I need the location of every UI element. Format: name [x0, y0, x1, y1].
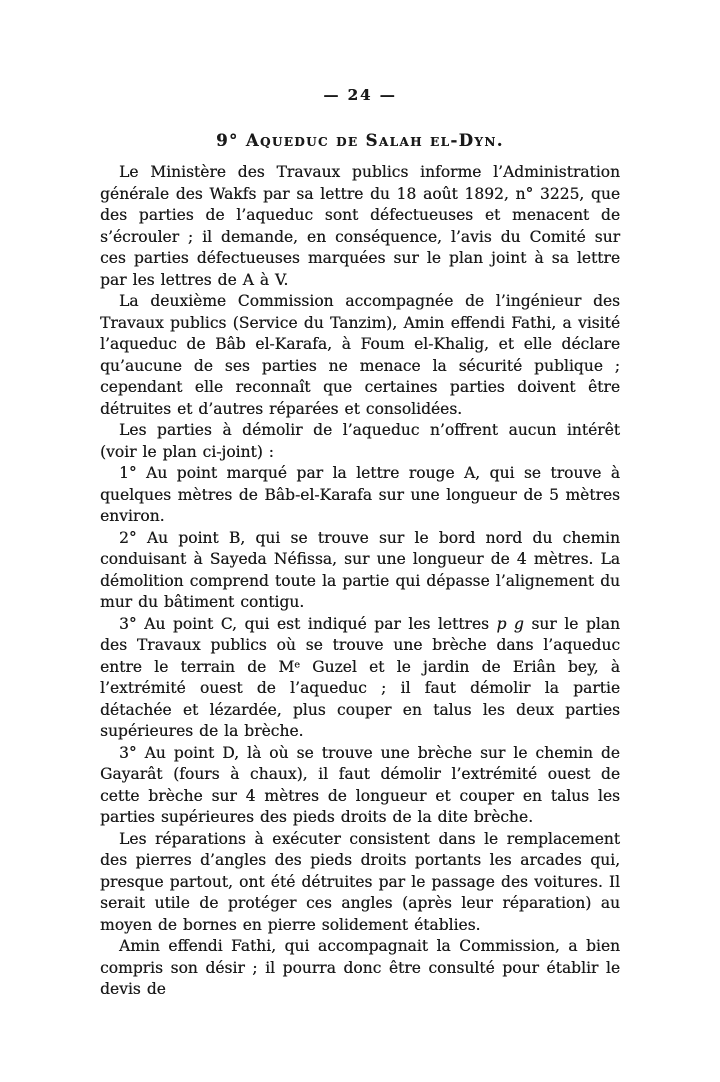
text-segment: Amin effendi Fathi, qui accompagnait la Commission, a bien compris son désir ; il pourra donc être consulté pour établir le devis de	[100, 937, 620, 998]
paragraph	[100, 614, 620, 743]
paragraph	[100, 743, 620, 829]
page-title: 9° Aqueduc de Salah el-Dyn.	[216, 131, 504, 150]
text-segment: Les parties à démolir de l’aqueduc n’offrent aucun intérêt (voir le plan ci-joint) :	[100, 421, 620, 461]
paragraph	[100, 829, 620, 937]
paragraph	[100, 162, 620, 291]
paragraph	[100, 420, 620, 463]
text-segment: Guzel et le jardin de Eriân bey, à l’extrémité ouest de l’aqueduc ; il faut démolir la partie détachée et lézardée, plus couper en talus les deux parties supérieures de la brèche.	[100, 657, 621, 740]
text-segment: 1° Au point marqué par la lettre rouge A, qui se trouve à quelques mètres de Bâb-el-Karafa sur une longueur de 5 mètres environ.	[100, 464, 620, 525]
paragraph	[100, 528, 620, 614]
paragraph	[100, 463, 620, 528]
text-segment: La deuxième Commission accompagnée de l’ingénieur des Travaux publics (Service du Tanzim), Amin effendi Fathi, a visité l’aqueduc de Bâb el-Karafa, à Foum el-Khalig, et elle déclare qu’aucune de ses parties ne menace la sécurité publique ; cependant elle reconnaît que certaines parties doivent être détruites et d’autres réparées et consolidées.	[100, 292, 620, 418]
text-segment: Les réparations à exécuter consistent dans le remplacement des pierres d’angles des pieds droits portants les arcades qui, presque partout, ont été détruites par le passage des voitures. Il serait utile de protéger ces angles (après leur réparation) au moyen de bornes en pierre solidement établies.	[100, 829, 620, 934]
text-segment: sur le plan des Travaux publics où se trouve une brèche dans l’aqueduc entre le terrain de M	[100, 614, 620, 676]
text-segment: 2° Au point B, qui se trouve sur le bord nord du chemin conduisant à Sayeda Néfissa, sur une longueur de 4 mètres. La démolition comprend toute la partie qui dépasse l’alignement du mur du bâtiment contigu.	[100, 528, 620, 611]
text-segment: e	[294, 659, 300, 671]
body-text	[100, 162, 620, 1001]
text-segment: 3° Au point D, là où se trouve une brèche sur le chemin de Gayarât (fours à chaux), il faut démolir l’extrémité ouest de cette brèche sur 4 mètres de longueur et couper en talus les parties supérieures des pieds droits de la dite brèche.	[100, 743, 620, 826]
text-segment: 3° Au point C, qui est indiqué par les lettres	[119, 614, 497, 633]
text-segment: Le Ministère des Travaux publics informe l’Administration générale des Wakfs par sa lettre du 18 août 1892, n° 3225, que des parties de l’aqueduc sont défectueuses et menacent de s’écrouler ; il demande, en conséquence, l’avis du Comité sur ces parties défectueuses marquées sur le plan joint à sa lettre par les lettres de A à V.	[100, 163, 620, 289]
text-segment: p g	[496, 614, 524, 633]
page-number: — 24 —	[323, 86, 397, 104]
paragraph	[100, 291, 620, 420]
paragraph	[100, 936, 620, 1001]
